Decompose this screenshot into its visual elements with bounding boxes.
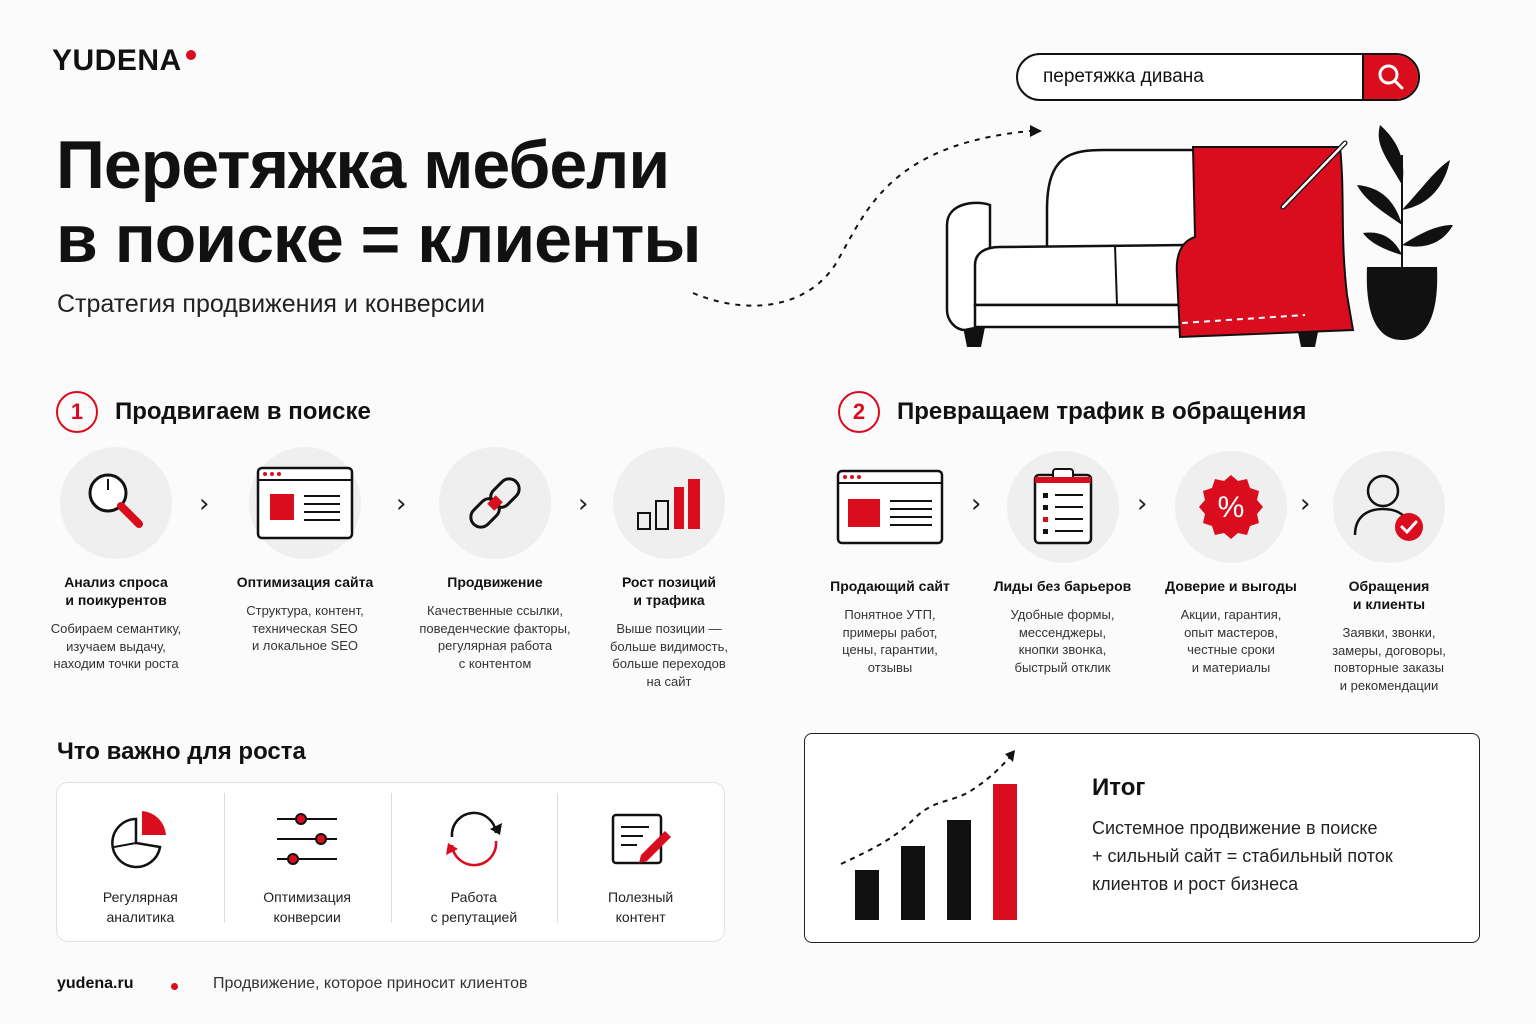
growth-item-label: Работа с репутацией (430, 889, 518, 925)
step-title: Продвижение (447, 574, 543, 590)
pie-chart-icon (108, 807, 172, 871)
search-input[interactable]: перетяжка дивана (1043, 66, 1204, 87)
section-1-title: Продвигаем в поиске (115, 398, 371, 425)
footer-dot-icon (171, 983, 178, 990)
step-icon-bg (1333, 451, 1445, 563)
section-2-title: Превращаем трафик в обращения (897, 398, 1307, 425)
step-title: Продающий сайт (830, 578, 950, 594)
chevron-right-icon: › (396, 489, 407, 519)
step-promotion (410, 447, 580, 672)
growth-card (56, 782, 725, 942)
sofa-illustration (685, 115, 1465, 355)
step-icon-bg (613, 447, 725, 559)
growth-item-analytics (57, 783, 224, 941)
step-icon-bg (1007, 451, 1119, 563)
chevron-right-icon: › (1137, 489, 1148, 519)
page-title (56, 128, 700, 276)
section-1-header (56, 391, 371, 433)
bar-growth-icon (634, 473, 704, 533)
page-subtitle: Стратегия продвижения и конверсии (57, 290, 485, 318)
growing-bar-chart-icon (835, 748, 1035, 928)
step-icon-bg (249, 447, 361, 559)
percent-badge-icon (1196, 472, 1266, 542)
step-description: Собираем семантику, изучаем выдачу, находим точки роста (50, 621, 182, 671)
step-title: Доверие и выгоды (1165, 578, 1297, 594)
footer-tagline: Продвижение, которое приносит клиентов (213, 975, 528, 992)
result-text: Системное продвижение в поиске + сильный сайт = стабильный поток клиентов и рост бизнеса (1092, 818, 1393, 894)
step-icon-bg (439, 447, 551, 559)
title-line-2: в поиске = клиенты (56, 201, 701, 277)
brand-logo[interactable] (52, 44, 196, 78)
footer-site-link[interactable]: yudena.ru (57, 975, 134, 992)
step-description: Понятное УТП, примеры работ, цены, гарантии, отзывы (842, 607, 938, 675)
growth-item-conversion (224, 783, 391, 941)
section-2-header (838, 391, 1306, 433)
step-clients (1318, 451, 1460, 694)
step-description: Качественные ссылки, поведенческие факторы, регулярная работа с контентом (419, 603, 571, 671)
growth-item-content (557, 783, 724, 941)
brand-dot-icon (186, 50, 196, 60)
title-line-1: Перетяжка мебели (56, 127, 670, 203)
clipboard-icon (1031, 467, 1095, 547)
growth-item-reputation (391, 783, 558, 941)
step-icon-bg (834, 451, 946, 563)
step-description: Заявки, звонки, замеры, договоры, повторные заказы и рекомендации (1332, 625, 1446, 693)
step-icon-bg (1175, 451, 1287, 563)
brand-logo-text: YUDENA (52, 44, 182, 77)
search-icon (1376, 62, 1406, 92)
user-check-icon (1349, 467, 1429, 547)
step-description: Акции, гарантия, опыт мастеров, честные сроки и материалы (1180, 607, 1282, 675)
step-title: Оптимизация сайта (236, 574, 374, 590)
document-edit-icon (609, 809, 673, 869)
step-title: Лиды без барьеров (993, 578, 1132, 594)
step-description: Выше позиции — больше видимость, больше переходов на сайт (609, 621, 729, 689)
browser-window-icon (256, 466, 354, 540)
growth-item-label: Оптимизация конверсии (263, 889, 352, 925)
section-1-number: 1 (56, 391, 98, 433)
growth-item-label: Регулярная аналитика (102, 889, 178, 925)
browser-window-icon (836, 469, 944, 545)
step-trust (1155, 451, 1307, 676)
refresh-cycle-icon (438, 807, 510, 871)
magnifier-icon (76, 463, 156, 543)
growth-item-label: Полезный контент (608, 889, 674, 925)
step-icon-bg (60, 447, 172, 559)
step-description: Структура, контент, техническая SEO и локальное SEO (246, 603, 364, 653)
link-icon (455, 463, 535, 543)
step-selling-site (810, 451, 970, 676)
chevron-right-icon: › (1300, 489, 1311, 519)
step-title: Рост позиций и трафика (621, 574, 717, 608)
step-leads (985, 451, 1140, 676)
sliders-icon (275, 811, 339, 867)
chevron-right-icon: › (199, 489, 210, 519)
step-description: Удобные формы, мессенджеры, кнопки звонка, быстрый отклик (1010, 607, 1115, 675)
step-demand-analysis (36, 447, 196, 673)
search-bar[interactable] (1016, 53, 1420, 101)
step-title: Анализ спроса и поикурентов (64, 574, 168, 608)
result-title: Итог (1092, 774, 1146, 801)
result-card (804, 733, 1480, 943)
svg-text:%: % (1217, 491, 1245, 524)
search-button[interactable] (1362, 55, 1418, 99)
chevron-right-icon: › (578, 489, 589, 519)
step-site-optimization (225, 447, 385, 655)
growth-title: Что важно для роста (57, 738, 306, 765)
chevron-right-icon: › (971, 489, 982, 519)
step-title: Обращения и клиенты (1348, 578, 1430, 612)
step-growth (599, 447, 739, 690)
section-2-number: 2 (838, 391, 880, 433)
